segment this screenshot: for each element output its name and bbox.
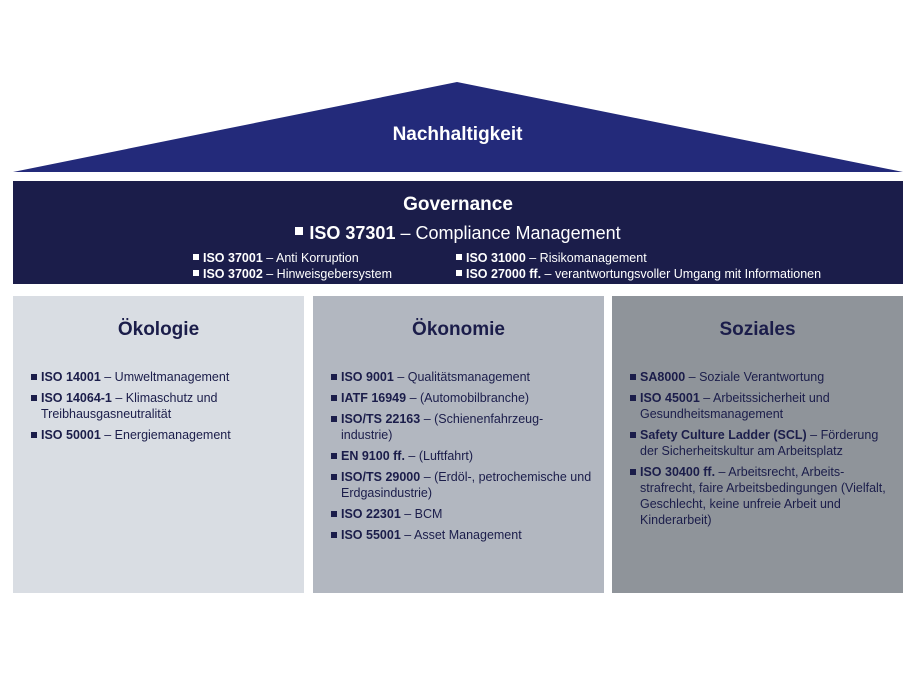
standard-code: ISO 37001 <box>203 251 263 265</box>
pillar-title: Ökologie <box>117 319 200 340</box>
standard-text: – (Luftfahrt) <box>408 449 474 463</box>
standard-code: SA8000 <box>640 370 686 384</box>
standard-text: – Förderung der Sicherheitskultur am Arbeitsplatz <box>640 428 879 458</box>
standard-code: ISO 27000 ff. <box>466 267 542 281</box>
standard-text: – Qualitätsmanagement <box>397 370 531 384</box>
pillar-oekologie <box>13 296 304 593</box>
standard-code: ISO 14001 <box>41 370 101 384</box>
governance-title: Governance <box>403 194 513 215</box>
bullet-square-icon <box>630 469 636 475</box>
standard-text: – Umweltmanagement <box>104 370 230 384</box>
governance-block <box>13 181 903 284</box>
standard-text: – Energiemanagement <box>104 428 231 442</box>
standard-code: IATF 16949 <box>341 391 407 405</box>
standard-text: – Asset Management <box>404 528 522 542</box>
list-item <box>331 527 594 543</box>
list-item <box>331 469 594 501</box>
standard-code: ISO/TS 22163 <box>341 412 421 426</box>
bullet-square-icon <box>331 474 337 480</box>
standard-text: – Soziale Verantwortung <box>688 370 825 384</box>
pillar-soziales <box>612 296 903 593</box>
bullet-square-icon <box>331 395 337 401</box>
list-item <box>193 250 392 266</box>
bullet-square-icon <box>193 254 199 260</box>
list-item <box>630 390 893 422</box>
standard-text: – (Erdöl-, petrochemische und Erdgasindustrie) <box>341 470 592 500</box>
main-standard-code: ISO 37301 <box>309 223 396 243</box>
bullet-square-icon <box>193 270 199 276</box>
list-item <box>630 369 893 385</box>
list-item <box>456 250 821 266</box>
bullet-square-icon <box>331 416 337 422</box>
standard-code: ISO/TS 29000 <box>341 470 421 484</box>
standard-text: – Anti Korruption <box>266 251 359 265</box>
bullet-square-icon <box>31 432 37 438</box>
list-item <box>630 464 893 528</box>
list-item <box>331 448 594 464</box>
governance-main-standard <box>13 223 903 244</box>
bullet-square-icon <box>331 532 337 538</box>
list-item <box>630 427 893 459</box>
pillar-list <box>31 369 294 448</box>
standard-code: ISO 9001 <box>341 370 394 384</box>
standard-text: – (Schienenfahrzeug-industrie) <box>341 412 544 442</box>
standard-text: – verantwortungsvoller Umgang mit Informationen <box>544 267 822 281</box>
bullet-square-icon <box>331 453 337 459</box>
bullet-square-icon <box>630 374 636 380</box>
standard-code: ISO 37002 <box>203 267 263 281</box>
pillar-title: Soziales <box>719 319 796 340</box>
bullet-square-icon <box>630 432 636 438</box>
standard-code: ISO 55001 <box>341 528 401 542</box>
pillar-list <box>331 369 594 548</box>
list-item <box>331 369 594 385</box>
bullet-square-icon <box>630 395 636 401</box>
pillar-list <box>630 369 893 533</box>
bullet-square-icon <box>31 374 37 380</box>
list-item <box>31 369 294 385</box>
standard-code: ISO 14064-1 <box>41 391 112 405</box>
pillar-title: Ökonomie <box>412 319 505 340</box>
list-item <box>193 266 392 282</box>
bullet-square-icon <box>295 227 303 235</box>
list-item <box>331 390 594 406</box>
list-item <box>331 506 594 522</box>
standard-text: – Arbeitssicherheit und Gesundheitsmanagement <box>640 391 830 421</box>
standard-text: – Arbeitsrecht, Arbeits-strafrecht, faire Arbeitsbedingungen (Vielfalt, Geschlecht, keine unfreie Arbeit und Kinderarbeit) <box>640 465 886 527</box>
standard-code: Safety Culture Ladder (SCL) <box>640 428 807 442</box>
standard-text: – Klimaschutz und Treibhausgasneutralität <box>41 391 218 421</box>
standard-code: ISO 50001 <box>41 428 101 442</box>
standard-text: – Hinweisgebersystem <box>266 267 392 281</box>
bullet-square-icon <box>331 511 337 517</box>
standard-code: ISO 30400 ff. <box>640 465 716 479</box>
roof-title: Nachhaltigkeit <box>392 124 523 145</box>
governance-list-left <box>193 250 392 282</box>
roof-triangle <box>0 0 915 180</box>
bullet-square-icon <box>456 270 462 276</box>
standard-code: EN 9100 ff. <box>341 449 405 463</box>
pillar-oekonomie <box>313 296 604 593</box>
standard-code: ISO 31000 <box>466 251 526 265</box>
standard-text: – Risikomanagement <box>529 251 647 265</box>
list-item <box>31 427 294 443</box>
list-item <box>31 390 294 422</box>
list-item <box>331 411 594 443</box>
bullet-square-icon <box>456 254 462 260</box>
standard-code: ISO 22301 <box>341 507 401 521</box>
standard-code: ISO 45001 <box>640 391 700 405</box>
list-item <box>456 266 821 282</box>
governance-list-right <box>456 250 821 282</box>
bullet-square-icon <box>31 395 37 401</box>
bullet-square-icon <box>331 374 337 380</box>
main-standard-text: – Compliance Management <box>400 223 621 243</box>
standard-text: – BCM <box>404 507 443 521</box>
standard-text: – (Automobilbranche) <box>409 391 530 405</box>
